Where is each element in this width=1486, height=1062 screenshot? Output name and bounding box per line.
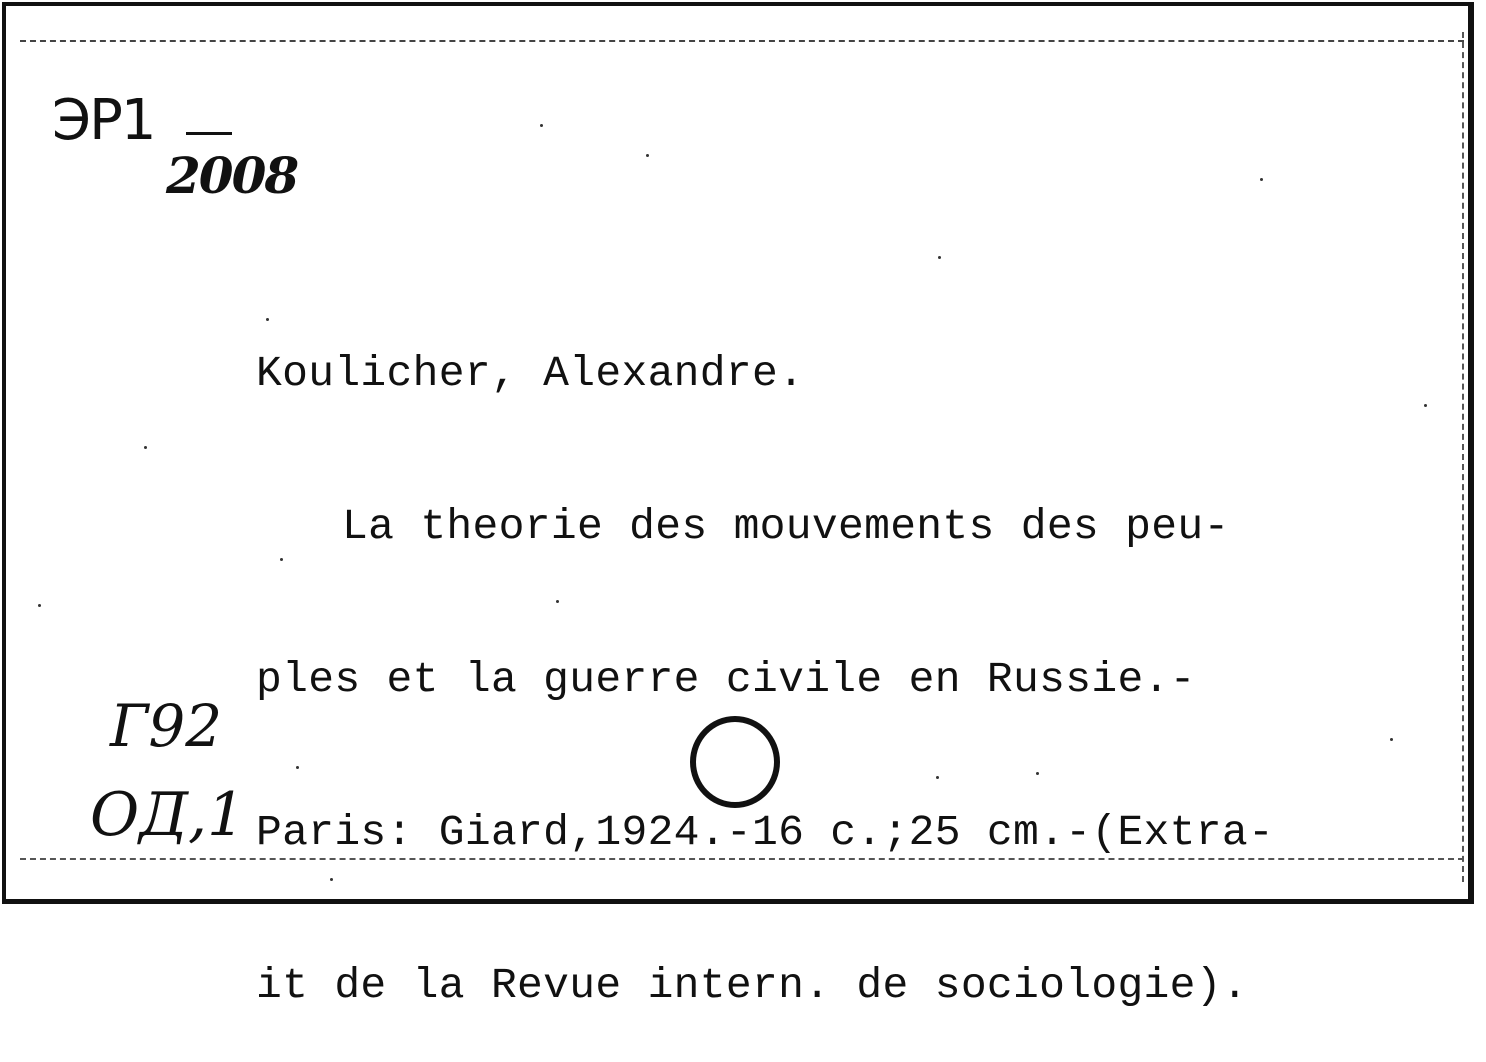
- title-line-4: it de la Revue intern. de sociologie).: [256, 961, 1248, 1010]
- scan-speck: [38, 604, 41, 607]
- title-line-1: La theorie des mouvements des peu-: [342, 502, 1230, 551]
- title-line-3: Paris: Giard,1924.-16 c.;25 cm.-(Extra-: [256, 808, 1275, 857]
- right-dashed-rule: [1462, 32, 1464, 882]
- author-heading: Koulicher, Alexandre.: [256, 349, 805, 398]
- punch-hole: [690, 716, 780, 808]
- scan-speck: [936, 776, 939, 779]
- classification-code: Г92: [110, 692, 223, 760]
- scan-speck: [1036, 772, 1039, 775]
- scan-speck: [1260, 178, 1263, 181]
- shelf-number: 2008: [166, 146, 298, 205]
- scan-speck: [330, 878, 333, 881]
- scan-speck: [280, 558, 283, 561]
- department-code: ОД,1: [90, 780, 246, 850]
- scan-speck: [646, 154, 649, 157]
- shelf-code-rule: [186, 132, 232, 135]
- top-dashed-rule: [20, 40, 1464, 42]
- title-line-2: ples et la guerre civile en Russie.-: [256, 655, 1196, 704]
- scan-speck: [296, 766, 299, 769]
- scan-speck: [540, 124, 543, 127]
- scan-speck: [1424, 404, 1427, 407]
- scan-speck: [1390, 738, 1393, 741]
- scan-speck: [144, 446, 147, 449]
- shelf-code: ЭР1: [52, 88, 155, 153]
- scan-speck: [556, 600, 559, 603]
- scan-speck: [938, 256, 941, 259]
- scan-speck: [266, 318, 269, 321]
- bibliographic-entry: [256, 246, 1274, 1062]
